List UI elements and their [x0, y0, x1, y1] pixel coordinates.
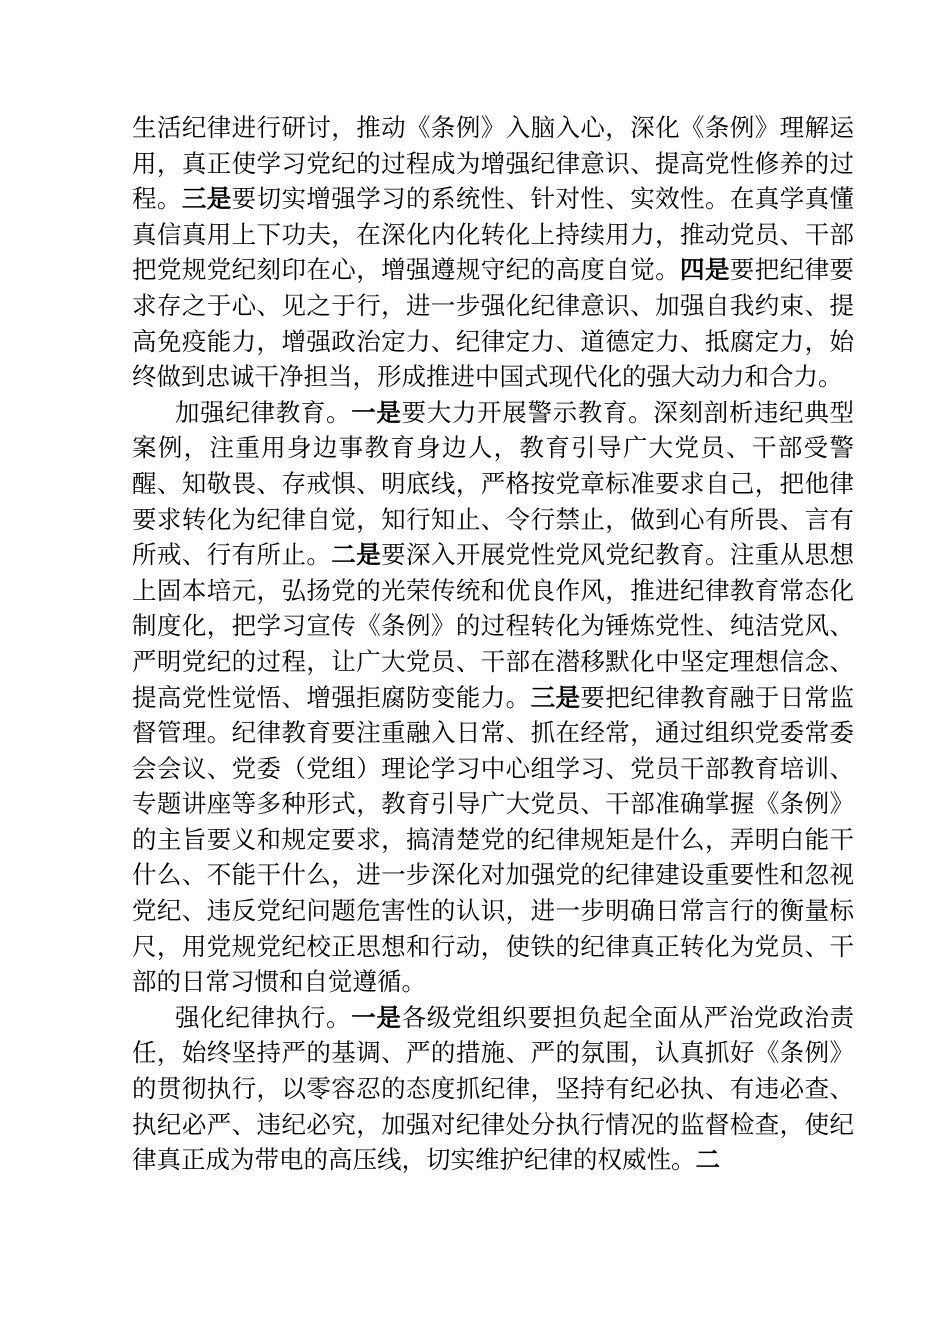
paragraph-3 — [132, 1000, 854, 1178]
text-segment: 各级党组织要担负起全面从严治党政治责任，始终坚持严的基调、严的措施、严的氛围，认真抓好《条例》的贯彻执行，以零容忍的态度抓纪律，坚持有纪必执、有违必查、执纪必严、违纪必究，加强对纪律处分执行情况的监督检查，使纪律真正成为带电的高压线，切实维护纪律的权威性。 — [132, 1002, 855, 1175]
bold-marker-yi-shi: 一是 — [351, 1002, 402, 1032]
bold-marker-er-shi: 二是 — [331, 540, 382, 570]
text-segment: 要把纪律教育融于日常监督管理。纪律教育要注重融入日常、抓在经常，通过组织党委常委会会议、党委（党组）理论学习中心组学习、党员干部教育培训、专题讲座等多种形式，教育引导广大党员、干部准确掌握《条例》的主旨要义和规定要求，搞清楚党的纪律规矩是什么，弄明白能干什么、不能干什么，进一步深化对加强党的纪律建设重要性和忽视党纪、违反党纪问题危害性的认识，进一步明确日常言行的衡量标尺，用党规党纪校正思想和行动，使铁的纪律真正转化为党员、干部的日常习惯和自觉遵循。 — [132, 682, 855, 997]
text-segment: 要把纪律要求存之于心、见之于行，进一步强化纪律意识、加强自我约束、提高免疫能力，增强政治定力、纪律定力、道德定力、抵腐定力，始终做到忠诚干净担当，形成推进中国式现代化的强大动力和合力。 — [132, 255, 855, 392]
bold-marker-yi-shi: 一是 — [351, 397, 402, 427]
text-segment: 要大力开展警示教育。深刻剖析违纪典型案例，注重用身边事教育身边人，教育引导广大党员、干部受警醒、知敬畏、存戒惧、明底线，严格按党章标准要求自己，把他律要求转化为纪律自觉，知行知止、令行禁止，做到心有所畏、言有所戒、行有所止。 — [132, 397, 855, 570]
text-segment: 要深入开展党性党风党纪教育。注重从思想上固本培元，弘扬党的光荣传统和优良作风，推进纪律教育常态化制度化，把学习宣传《条例》的过程转化为锤炼党性、纯洁党风、严明党纪的过程，让广大党员、干部在潜移默化中坚定理想信念、提高党性觉悟、增强拒腐防变能力。 — [132, 540, 855, 712]
section-heading: 加强纪律教育。 — [175, 397, 352, 427]
text-segment: 生活纪律进行研讨，推动《条例》入脑入心，深化《条例》理解运用，真正使学习党纪的过程成为增强纪律意识、提高党性修养的过程。 — [132, 113, 854, 214]
text-segment: 要切实增强学习的系统性、针对性、实效性。在真学真懂真信真用上下功夫，在深化内化转化上持续用力，推动党员、干部把党规党纪刻印在心，增强遵规守纪的高度自觉。 — [132, 184, 855, 285]
document-body — [132, 110, 854, 1178]
paragraph-2 — [132, 395, 854, 1000]
bold-marker-san-shi: 三是 — [181, 184, 232, 214]
paragraph-1 — [132, 110, 854, 395]
bold-marker-si-shi: 四是 — [680, 255, 730, 285]
section-heading: 强化纪律执行。 — [175, 1002, 352, 1032]
bold-marker-er: 二 — [695, 1145, 720, 1175]
bold-marker-san-shi: 三是 — [530, 682, 581, 712]
